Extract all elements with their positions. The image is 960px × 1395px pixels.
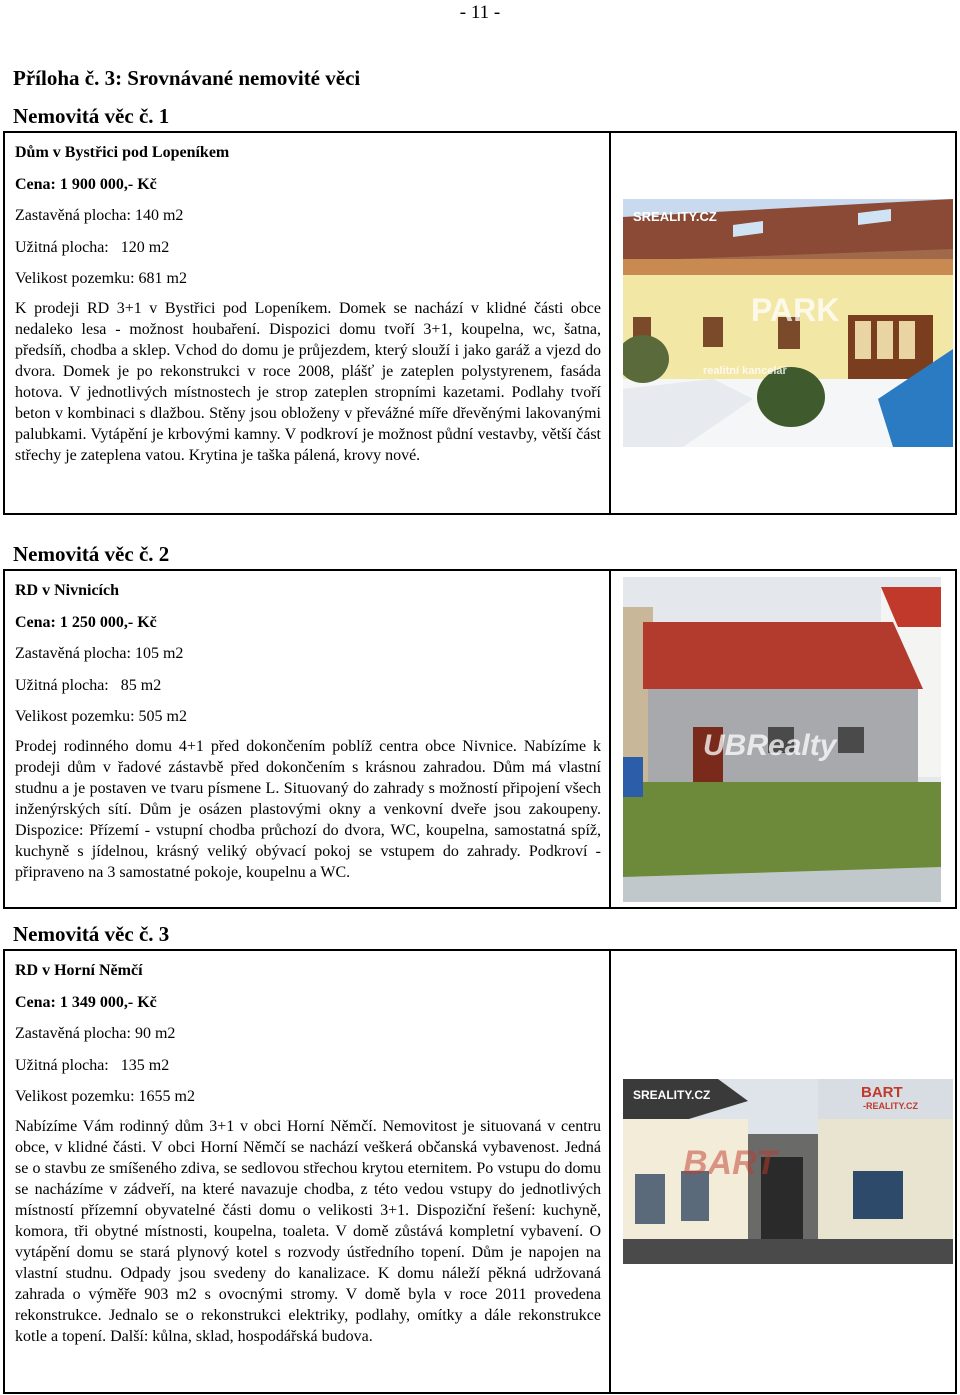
property-price: Cena: 1 250 000,- Kč [15, 613, 157, 631]
property-heading-3: Nemovitá věc č. 3 [13, 922, 170, 946]
property-price: Cena: 1 900 000,- Kč [15, 175, 157, 193]
property-table-1 [3, 131, 957, 515]
property-price: Cena: 1 349 000,- Kč [15, 993, 157, 1011]
property-usable-area: Užitná plocha: 135 m2 [15, 1056, 170, 1074]
property-usable-area: Užitná plocha: 85 m2 [15, 676, 162, 694]
property-info-cell [4, 570, 610, 908]
property-photo-house-1 [623, 199, 953, 447]
photo-watermark: UBRealty [703, 728, 837, 762]
photo-watermark: SREALITY.CZ [633, 1088, 711, 1102]
property-info-cell [4, 950, 610, 1393]
property-photo-cell [610, 570, 956, 908]
property-description: K prodeji RD 3+1 v Bystřici pod Lopeníkem. Domek se nachází v klidné části obce nedaleko lesa - možnost houbaření. Dispozici domu tvoří 3+1, koupelna, wc, šatna, předsíň, chodba a sklep. Vchod do domu je průjezdem, který slouží i jako garáž a vjezd do dvora. Domek je po rekonstrukci v roce 2008, plášť je zateplen polystyrenem, fasáda hotova. V jednotlivých místnostech je strop zateplen stropními kazetami. Podlahy tvoří beton v kombinaci s dlažbou. Stěny jsou obloženy v převážné míře dřevěnými lakovanými palubkami. Vytápění je krbovými kamny. V podkroví je možnost půdní vestavby, větší část střechy je zateplena vatou. Krytina je taška pálená, krovy nové. [15, 299, 601, 464]
property-plot-size: Velikost pozemku: 1655 m2 [15, 1088, 195, 1105]
photo-watermark: -REALITY.CZ [863, 1101, 918, 1111]
property-name: Dům v Bystřici pod Lopeníkem [15, 144, 230, 161]
photo-watermark: PARK [751, 292, 840, 328]
property-photo-house-2 [623, 577, 941, 902]
property-name: RD v Nivnicích [15, 582, 119, 599]
property-name: RD v Horní Němčí [15, 962, 143, 979]
photo-watermark: realitní kancelář [703, 365, 787, 377]
property-built-area: Zastavěná plocha: 140 m2 [15, 207, 184, 224]
photo-watermark: BART [861, 1084, 903, 1101]
property-description: Nabízíme Vám rodinný dům 3+1 v obci Horní Němčí. Nemovitost je situovaná v centru obce, v klidné části. V obci Horní Němčí se nachází veškerá občanská vybavenost. Jedná se o stavbu ze smíšeného zdiva, se sedlovou střechou krytou eternitem. Po vstupu do domu se nacházíme v zádveří, na které navazuje chodba, z této vedou vstupy do jednotlivých místností přízemní obyvatelné části domu o velikosti 3+1. Dispoziční řešení: kuchyně, komora, tři obytné místnosti, koupelna, toaleta. V domě zůstává kompletní vybavení. O vytápění domu se stará plynový kotel s rozvody ústředního topení. Dům je napojen na vlastní studnu. Odpady jsou svedeny do kanalizace. K domu náleží pěkná udržovaná zahrada o výměře 903 m2 s ovocnými stromy. V domě byla v roce 2011 provedena rekonstrukce. Jednalo se o rekonstrukci elektriky, podlahy, omítky a dále rekonstrukce kotle a topení. Další: kůlna, sklad, hospodářská budova. [15, 1117, 601, 1345]
property-table-2 [3, 569, 957, 909]
property-info-cell [4, 132, 610, 514]
property-heading-1: Nemovitá věc č. 1 [13, 104, 170, 128]
property-photo-house-3 [623, 1079, 953, 1264]
property-built-area: Zastavěná plocha: 90 m2 [15, 1025, 176, 1042]
property-plot-size: Velikost pozemku: 505 m2 [15, 708, 187, 725]
property-photo-cell [610, 950, 956, 1393]
property-table-3 [3, 949, 957, 1394]
photo-watermark: SREALITY.CZ [633, 209, 717, 224]
property-usable-area: Užitná plocha: 120 m2 [15, 238, 170, 256]
property-photo-cell [610, 132, 956, 514]
photo-watermark: BART [683, 1144, 777, 1182]
annex-title: Příloha č. 3: Srovnávané nemovité věci [13, 66, 361, 90]
property-built-area: Zastavěná plocha: 105 m2 [15, 645, 184, 662]
page-number: - 11 - [459, 2, 501, 23]
property-plot-size: Velikost pozemku: 681 m2 [15, 270, 187, 287]
property-description: Prodej rodinného domu 4+1 před dokončením poblíž centra obce Nivnice. Nabízíme k prodeji dům v řadové zástavbě před dokončením s krásnou zahradou. Dům má vlastní studnu a je postaven ve tvaru písmene L. Situovaný do zahrady s možností připojení všech inženýrských sítí. Dům je osázen plastovými okny a venkovní dveře jsou zakoupeny. Dispozice: Přízemí - vstupní chodba průchozí do dvora, WC, koupelna, samostatná spíž, kuchyně s jídelnou, krásný veliký obývací pokoj se vstupem do zahrady. Podkroví - připraveno na 3 samostatné pokoje, koupelnu a WC. [15, 737, 601, 881]
property-heading-2: Nemovitá věc č. 2 [13, 542, 170, 566]
